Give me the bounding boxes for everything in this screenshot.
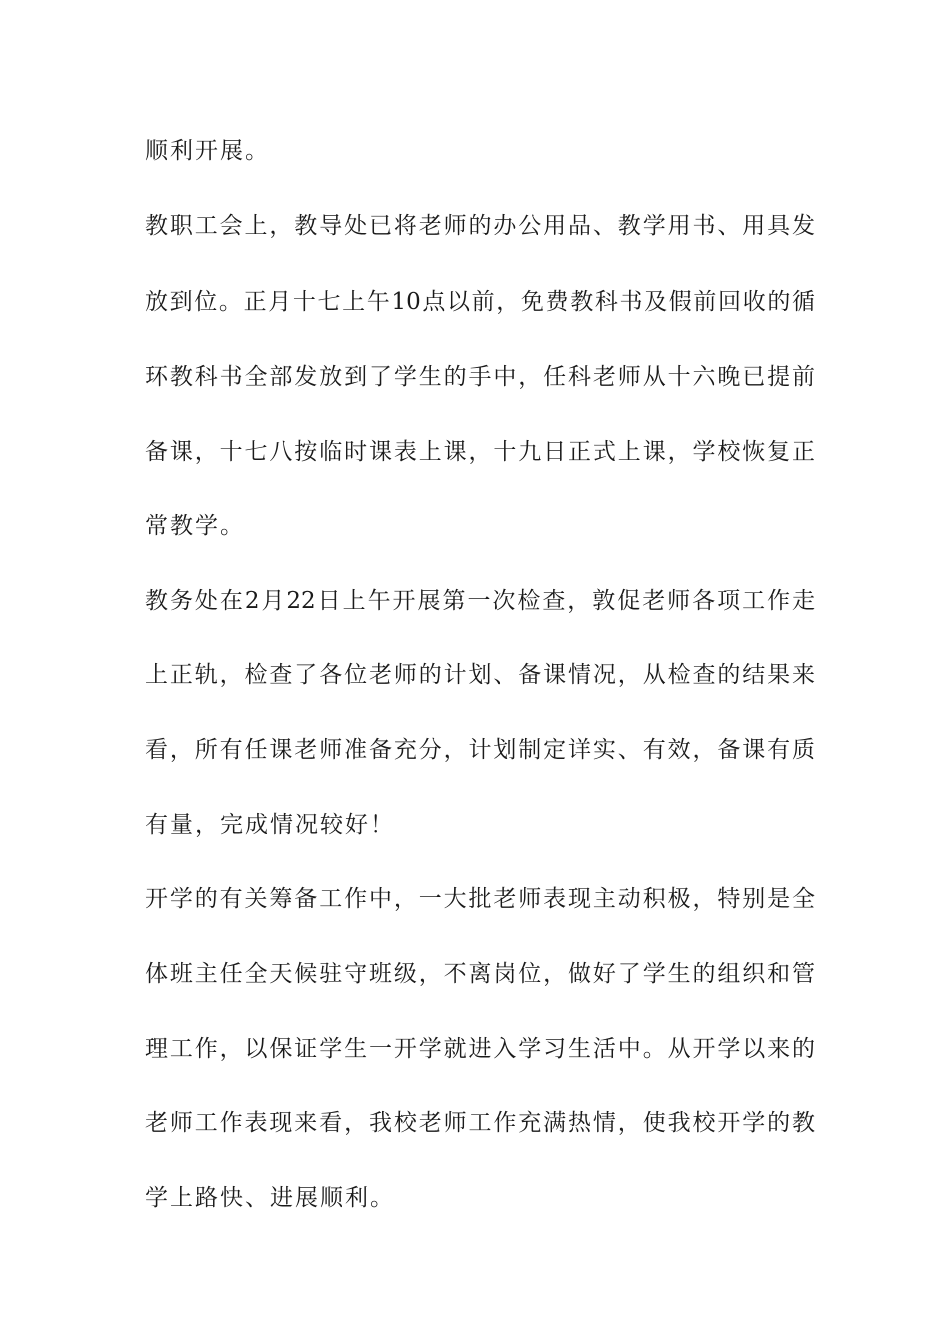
text-line: 看，所有任课老师准备充分，计划制定详实、有效，备课有质 xyxy=(145,737,815,763)
text-line: 理工作，以保证学生一开学就进入学习生活中。从开学以来的 xyxy=(145,1036,815,1062)
text-line: 学上路快、进展顺利。 xyxy=(145,1185,395,1211)
text-line: 有量，完成情况较好！ xyxy=(145,812,395,838)
text-line: 上正轨，检查了各位老师的计划、备课情况，从检查的结果来 xyxy=(145,662,815,688)
text-line: 常教学。 xyxy=(145,513,245,539)
text-line: 放到位。正月十七上午10点以前，免费教科书及假前回收的循 xyxy=(145,289,815,315)
text-line: 顺利开展。 xyxy=(145,138,270,164)
text-line: 环教科书全部发放到了学生的手中，任科老师从十六晚已提前 xyxy=(145,364,815,390)
text-line: 教职工会上，教导处已将老师的办公用品、教学用书、用具发 xyxy=(145,213,815,239)
text-line: 体班主任全天候驻守班级，不离岗位，做好了学生的组织和管 xyxy=(145,961,815,987)
text-line: 备课，十七八按临时课表上课，十九日正式上课，学校恢复正 xyxy=(145,439,815,465)
text-line: 老师工作表现来看，我校老师工作充满热情，使我校开学的教 xyxy=(145,1110,815,1136)
text-line: 教务处在2月22日上午开展第一次检查，敦促老师各项工作走 xyxy=(145,588,815,614)
text-line: 开学的有关筹备工作中，一大批老师表现主动积极，特别是全 xyxy=(145,886,815,912)
